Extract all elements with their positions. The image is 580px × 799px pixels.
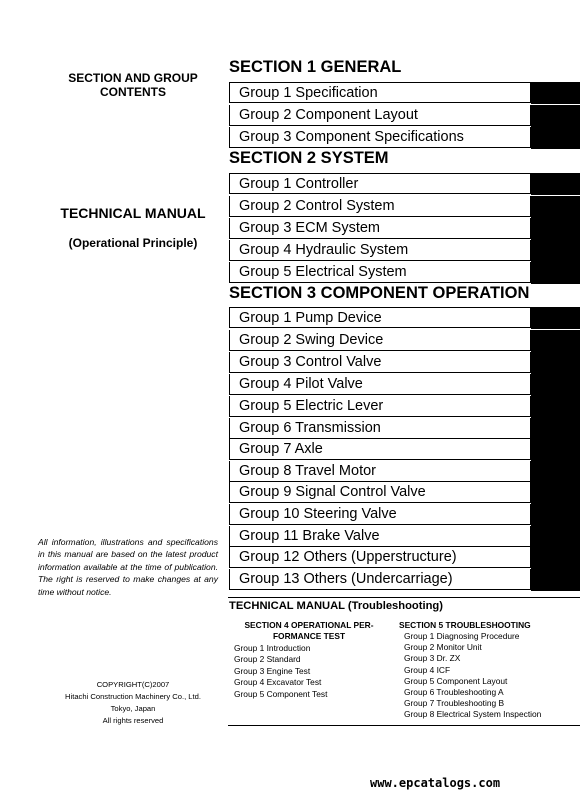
section-5-list xyxy=(399,631,580,721)
group-label: Group 11 Brake Valve xyxy=(229,526,531,547)
group-label: Group 9 Signal Control Valve xyxy=(229,482,531,503)
thumb-tab xyxy=(531,526,580,548)
section-5-group-4[interactable]: Group 4 ICF xyxy=(404,664,451,675)
thumb-tab xyxy=(531,127,580,149)
thumb-tab xyxy=(531,569,580,591)
group-label: Group 4 Pilot Valve xyxy=(229,374,531,395)
group-label: Group 6 Transmission xyxy=(229,418,531,439)
section-4-list xyxy=(229,643,399,700)
section-2-group-1[interactable] xyxy=(229,173,580,194)
thumb-tab xyxy=(531,461,580,483)
section-3-group-12[interactable] xyxy=(229,547,580,568)
section-2-group-4[interactable] xyxy=(229,240,580,261)
group-label: Group 12 Others (Upperstructure) xyxy=(229,547,531,568)
group-label: Group 3 ECM System xyxy=(229,218,531,239)
section-3-title: SECTION 3 COMPONENT OPERATION xyxy=(229,284,530,302)
section-4-title-text: SECTION 4 OPERATIONAL PER- FORMANCE TEST xyxy=(244,620,374,641)
section-4-group-1[interactable]: Group 1 Introduction xyxy=(234,643,311,653)
thumb-tab xyxy=(531,196,580,218)
section-3-group-5[interactable] xyxy=(229,396,580,417)
thumb-tab xyxy=(531,482,580,504)
section-group-contents-heading xyxy=(40,71,226,99)
section-5-group-1[interactable]: Group 1 Diagnosing Procedure xyxy=(404,631,520,641)
thumb-tab xyxy=(531,262,580,284)
group-label: Group 1 Pump Device xyxy=(229,307,531,328)
group-label: Group 3 Control Valve xyxy=(229,352,531,373)
thumb-tab xyxy=(531,439,580,461)
section-2-title: SECTION 2 SYSTEM xyxy=(229,149,389,167)
thumb-tab xyxy=(531,240,580,262)
section-2-group-3[interactable] xyxy=(229,218,580,239)
thumb-tab xyxy=(531,547,580,569)
thumb-tab xyxy=(531,330,580,352)
divider xyxy=(228,597,580,598)
group-label: Group 1 Specification xyxy=(229,82,531,103)
thumb-tab xyxy=(531,307,580,329)
group-label: Group 2 Swing Device xyxy=(229,330,531,351)
thumb-tab xyxy=(531,173,580,195)
section-1-title: SECTION 1 GENERAL xyxy=(229,58,402,76)
section-4-title xyxy=(229,620,399,642)
section-3-group-4[interactable] xyxy=(229,374,580,395)
group-label: Group 2 Control System xyxy=(229,196,531,217)
section-3-group-3[interactable] xyxy=(229,352,580,373)
group-label: Group 2 Component Layout xyxy=(229,105,531,126)
copyright-line: COPYRIGHT(C)2007 xyxy=(96,680,170,689)
section-3-group-9[interactable] xyxy=(229,482,580,503)
section-5-group-2[interactable]: Group 2 Monitor Unit xyxy=(404,642,482,653)
thumb-tab xyxy=(531,374,580,396)
group-label: Group 10 Steering Valve xyxy=(229,504,531,525)
group-label: Group 4 Hydraulic System xyxy=(229,240,531,261)
copyright-block xyxy=(40,679,226,727)
thumb-tab xyxy=(531,352,580,374)
manual-subtitle: (Operational Principle) xyxy=(68,236,198,250)
company-line: Hitachi Construction Machinery Co., Ltd. xyxy=(65,692,201,701)
section-1-group-1[interactable] xyxy=(229,82,580,103)
section-4-group-5[interactable]: Group 5 Component Test xyxy=(234,688,328,699)
section-3-group-8[interactable] xyxy=(229,461,580,482)
group-label: Group 5 Electrical System xyxy=(229,262,531,283)
section-3-group-2[interactable] xyxy=(229,330,580,351)
section-1-group-3[interactable] xyxy=(229,127,580,148)
thumb-tab xyxy=(531,396,580,418)
section-4-block xyxy=(229,620,399,700)
section-2-group-5[interactable] xyxy=(229,262,580,283)
divider xyxy=(228,725,580,726)
section-4-group-3[interactable]: Group 3 Engine Test xyxy=(234,665,311,676)
section-5-group-7[interactable]: Group 7 Troubleshooting B xyxy=(404,698,505,709)
section-4-group-4[interactable]: Group 4 Excavator Test xyxy=(234,677,322,688)
section-1-group-2[interactable] xyxy=(229,105,580,126)
section-3-group-11[interactable] xyxy=(229,526,580,547)
group-label: Group 3 Component Specifications xyxy=(229,127,531,148)
section-5-title: SECTION 5 TROUBLESHOOTING xyxy=(399,620,531,630)
section-5-group-8[interactable]: Group 8 Electrical System Inspection xyxy=(404,709,542,720)
section-5-group-5[interactable]: Group 5 Component Layout xyxy=(404,675,508,686)
group-label: Group 8 Travel Motor xyxy=(229,461,531,482)
group-label: Group 1 Controller xyxy=(229,173,531,194)
group-label: Group 13 Others (Undercarriage) xyxy=(229,569,531,590)
website-watermark: www.epcatalogs.com xyxy=(370,776,501,790)
thumb-tab xyxy=(531,418,580,440)
section-5-block xyxy=(399,620,580,721)
group-label: Group 5 Electric Lever xyxy=(229,396,531,417)
thumb-tab xyxy=(531,82,580,104)
section-4-group-2[interactable]: Group 2 Standard xyxy=(234,654,301,665)
section-3-group-13[interactable] xyxy=(229,569,580,590)
group-label: Group 7 Axle xyxy=(229,439,531,460)
section-5-group-6[interactable]: Group 6 Troubleshooting A xyxy=(404,687,504,698)
disclaimer-text: All information, illustrations and specifications in this manual are based on the latest product information available at the time of publication. The right is reserved to make changes at any time without notice. xyxy=(38,537,218,597)
rights-line: All rights reserved xyxy=(102,716,164,725)
troubleshooting-title: TECHNICAL MANUAL (Troubleshooting) xyxy=(229,600,443,612)
section-3-group-1[interactable] xyxy=(229,307,580,328)
section-group-contents-text: SECTION AND GROUP CONTENTS xyxy=(68,71,198,99)
location-line: Tokyo, Japan xyxy=(110,704,156,713)
manual-title: TECHNICAL MANUAL xyxy=(60,205,206,221)
section-3-group-6[interactable] xyxy=(229,418,580,439)
thumb-tab xyxy=(531,218,580,240)
section-2-group-2[interactable] xyxy=(229,196,580,217)
thumb-tab xyxy=(531,105,580,127)
section-3-group-10[interactable] xyxy=(229,504,580,525)
section-5-group-3[interactable]: Group 3 Dr. ZX xyxy=(404,653,461,664)
thumb-tab xyxy=(531,504,580,526)
section-3-group-7[interactable] xyxy=(229,439,580,460)
